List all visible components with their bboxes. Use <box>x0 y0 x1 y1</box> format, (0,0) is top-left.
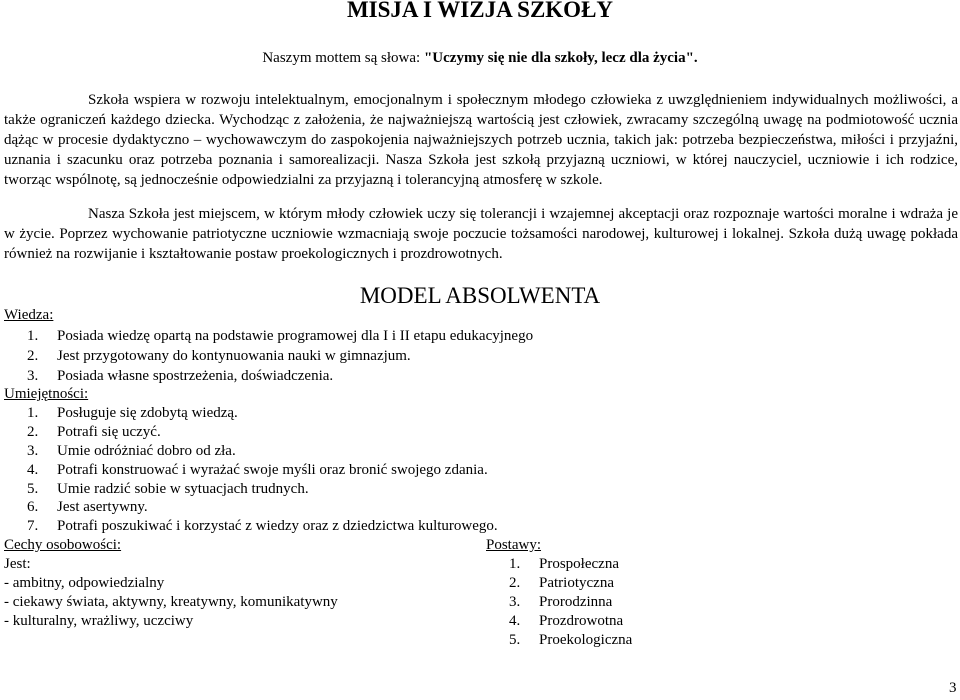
list-item: 5. Umie radzić sobie w sytuacjach trudnych. <box>27 481 309 497</box>
page-title: MISJA I WIZJA SZKOŁY <box>346 0 614 22</box>
list-item: 2. Jest przygotowany do kontynuowania nauki w gimnazjum. <box>27 348 411 364</box>
cechy-intro: Jest: <box>4 556 31 572</box>
list-item: 4. Potrafi konstruować i wyrażać swoje myśli oraz bronić swojego zdania. <box>27 462 488 478</box>
list-item: 3. Umie odróżniać dobro od zła. <box>27 443 236 459</box>
list-item: 6. Jest asertywny. <box>27 499 148 515</box>
list-item: 3. Prorodzinna <box>509 594 613 610</box>
motto <box>0 50 960 67</box>
section-heading-umiejetnosci: Umiejętności: <box>4 386 89 402</box>
list-item: - kulturalny, wrażliwy, uczciwy <box>4 613 194 629</box>
paragraph-vision: Nasza Szkoła jest miejscem, w którym młody człowiek uczy się tolerancji i wzajemnej akceptacji oraz rozpoznaje wartości moralne i wdraża je w życie. Poprzez wychowanie patriotyczne uczniowie wzmacniają swoje poczucie tożsamości narodowej, kulturowej i lokalnej. Szkoła dużą uwagę pokłada również na rozwijanie i kształtowanie postaw proekologicznych i prozdrowotnych. <box>4 206 958 262</box>
list-item: 1. Prospołeczna <box>509 556 619 572</box>
list-item: - ciekawy świata, aktywny, kreatywny, komunikatywny <box>4 594 338 610</box>
list-item: 7. Potrafi poszukiwać i korzystać z wiedzy oraz z dziedzictwa kulturowego. <box>27 518 498 534</box>
list-item: 4. Prozdrowotna <box>509 613 624 629</box>
section-heading-cechy: Cechy osobowości: <box>4 537 122 553</box>
list-item: - ambitny, odpowiedzialny <box>4 575 165 591</box>
list-item: 1. Posługuje się zdobytą wiedzą. <box>27 405 238 421</box>
motto-prefix: Naszym mottem są słowa: <box>262 50 424 66</box>
page-number: 3 <box>949 680 957 696</box>
motto-quote: "Uczymy się nie dla szkoły, lecz dla życia". <box>423 50 698 66</box>
section-heading-wiedza: Wiedza: <box>4 307 54 323</box>
list-item: 2. Patriotyczna <box>509 575 614 591</box>
list-item: 5. Proekologiczna <box>509 632 633 648</box>
list-item: 3. Posiada własne spostrzeżenia, doświadczenia. <box>27 368 334 384</box>
model-title: MODEL ABSOLWENTA <box>359 283 601 308</box>
list-item: 1. Posiada wiedzę opartą na podstawie programowej dla I i II etapu edukacyjnego <box>27 328 534 344</box>
list-item: 2. Potrafi się uczyć. <box>27 424 161 440</box>
paragraph-mission: Szkoła wspiera w rozwoju intelektualnym, emocjonalnym i społecznym młodego człowieka z uwzględnieniem indywidualnych możliwości, a także ograniczeń każdego dziecka. Wychodząc z założenia, że najważniejszą wartością jest człowiek, zwracamy szczególną uwagę na podmiotowość ucznia dążąc w procesie dydaktyczno – wychowawczym do zaspokojenia najważniejszych potrzeb ucznia, takich jak: potrzeba bezpieczeństwa, miłości i przyjaźni, uznania i szacunku oraz potrzeba poznania i samorealizacji. Nasza Szkoła jest szkołą przyjazną uczniowi, w której nauczyciel, uczniowie i ich rodzice, tworząc wspólnotę, są jednocześnie odpowiedzialni za przyjazną i tolerancyjną atmosferę w szkole. <box>4 92 958 188</box>
section-heading-postawy: Postawy: <box>486 537 542 553</box>
